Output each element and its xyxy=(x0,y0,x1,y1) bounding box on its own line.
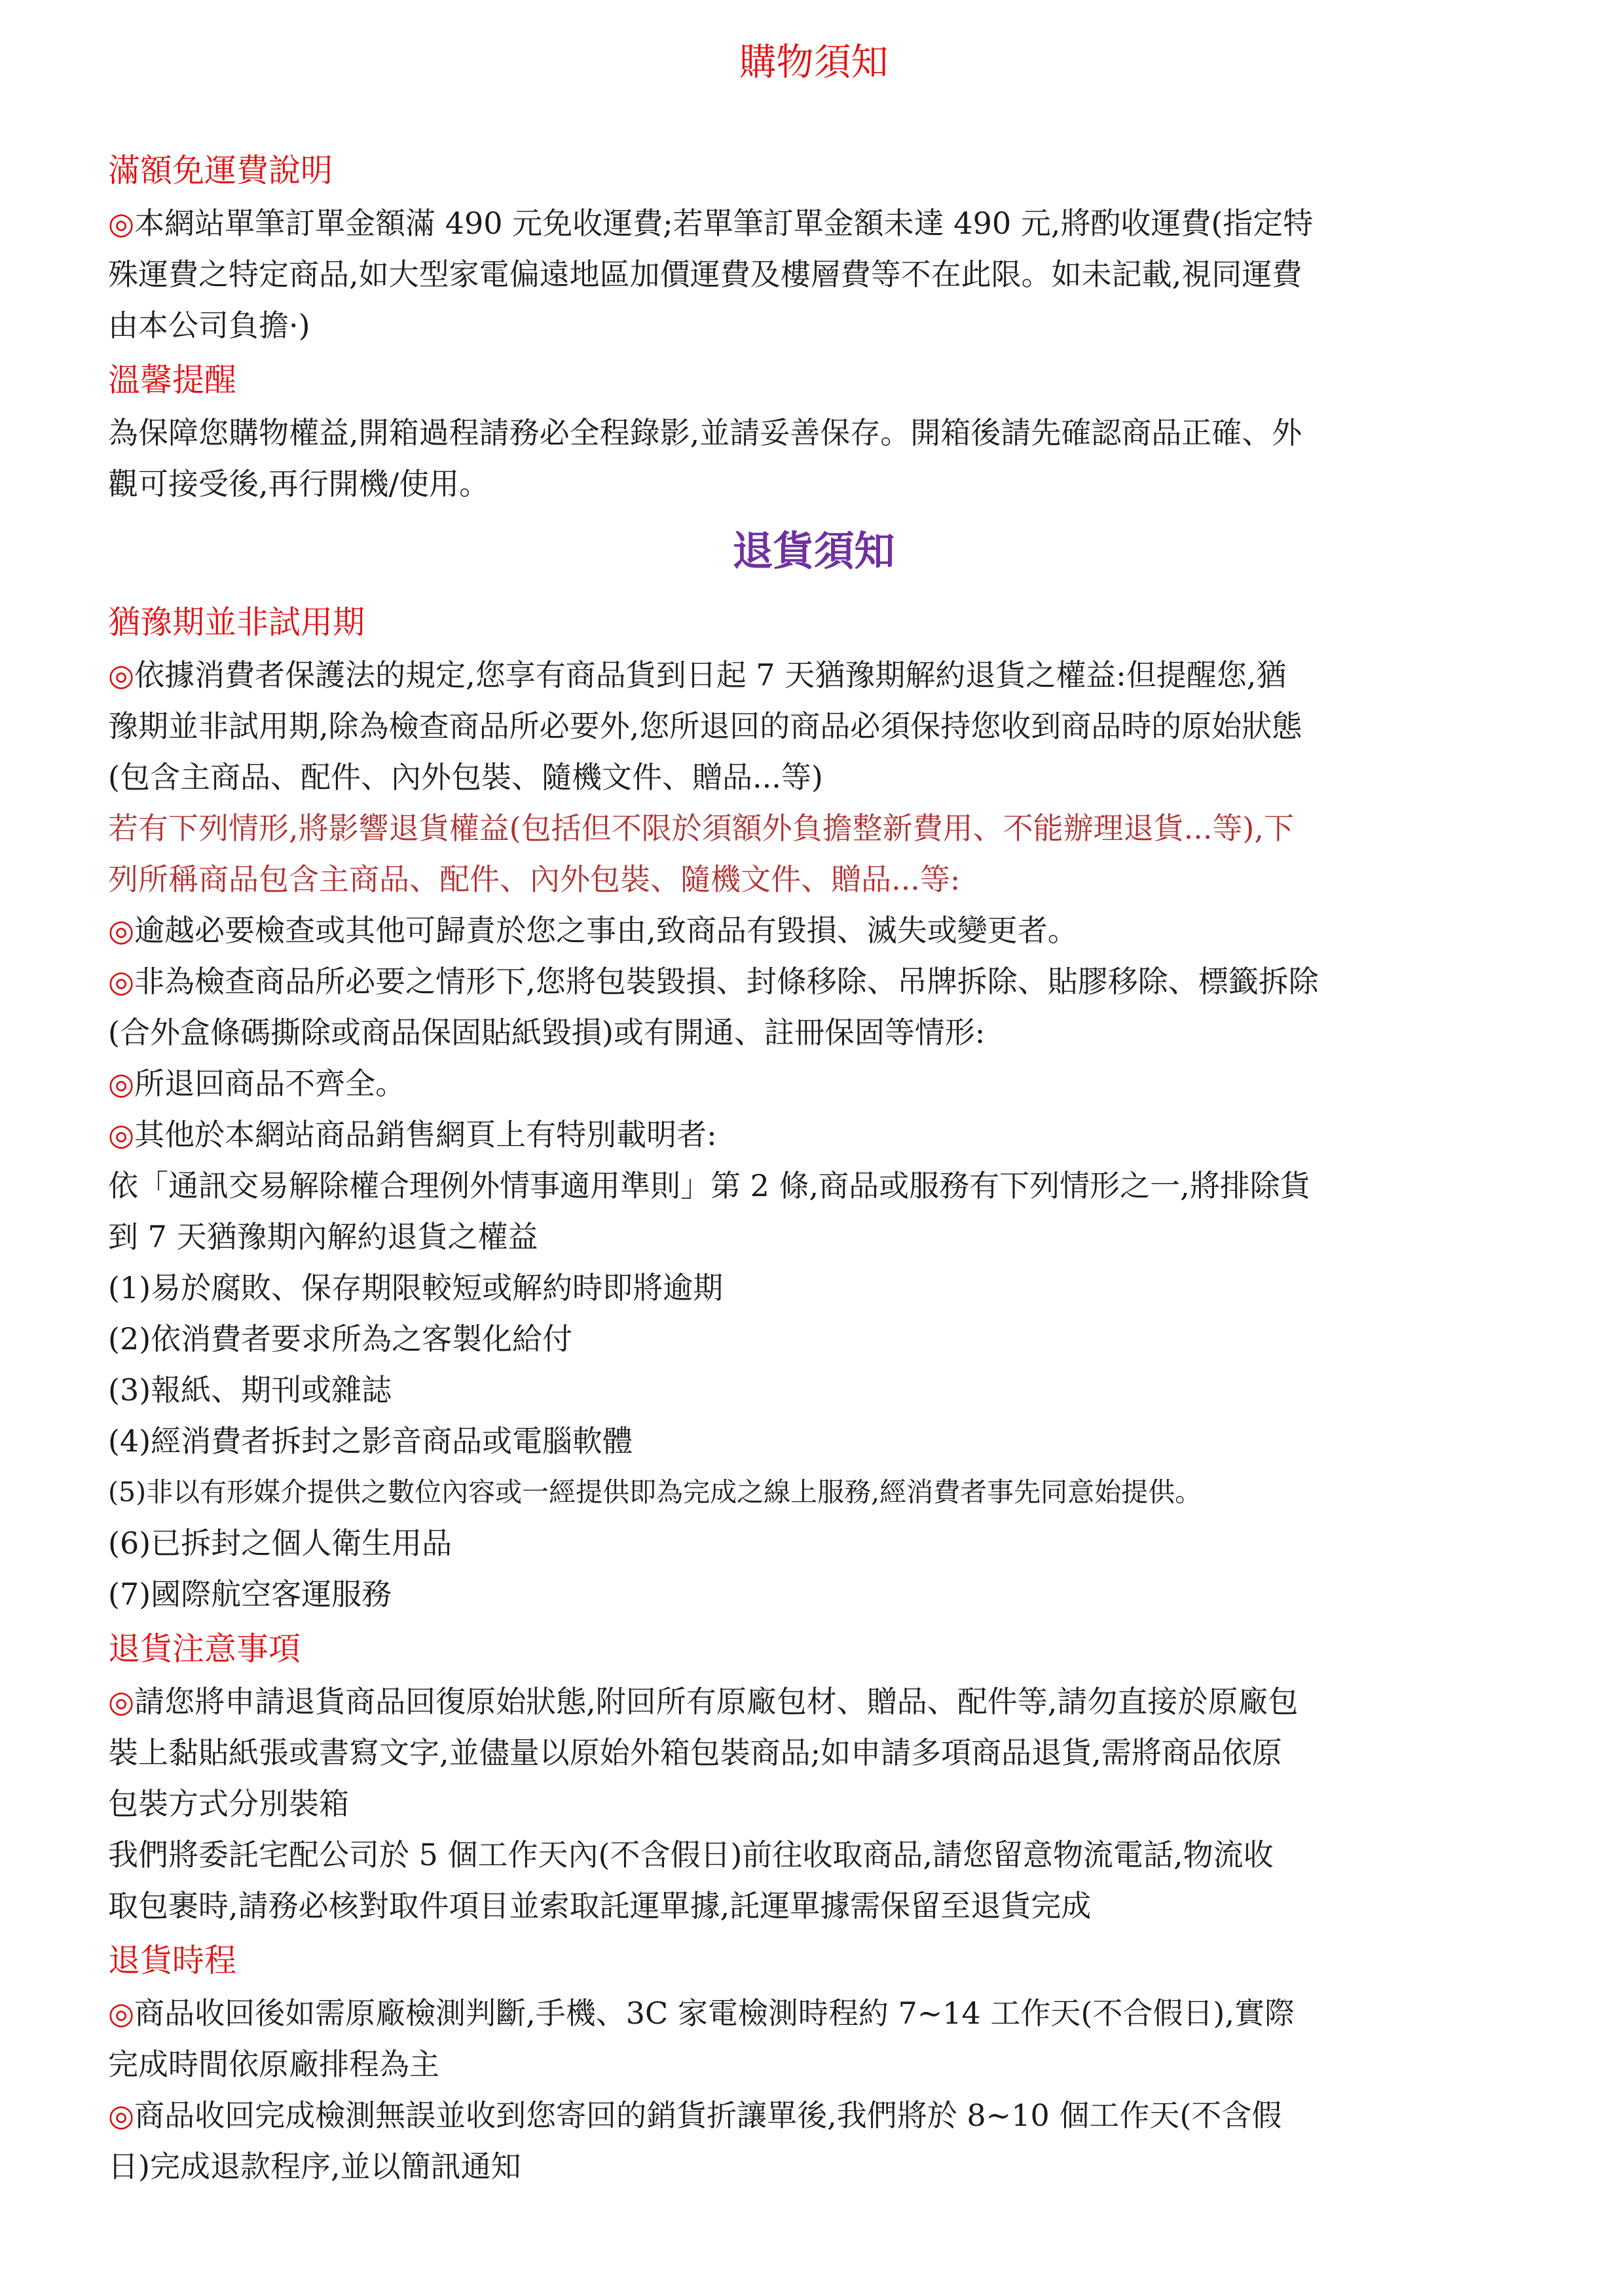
section-heading: 退貨注意事項 xyxy=(108,1630,301,1667)
bullet-circle-icon: ◎ xyxy=(108,1066,135,1101)
bullet-circle-icon: ◎ xyxy=(108,913,135,948)
line-text: 本網站單筆訂單金額滿 490 元免收運費;若單筆訂單金額未達 490 元,將酌收運費(指定特 xyxy=(134,206,1314,241)
bullet-circle-icon: ◎ xyxy=(108,964,135,999)
text-line: 依「通訊交易解除權合理例外情事適用準則」第 2 條,商品或服務有下列情形之一,將排除貨 xyxy=(108,1168,1310,1203)
text-line xyxy=(108,198,1519,249)
text-line: 完成時間依原廠排程為主 xyxy=(108,2047,439,2082)
bullet-circle-icon: ◎ xyxy=(108,1684,135,1719)
text-line: (合外盒條碼撕除或商品保固貼紙毀損)或有開通、註冊保固等情形: xyxy=(108,1015,986,1050)
text-line xyxy=(108,956,1519,1007)
line-text: 商品收回後如需原廠檢測判斷,手機、3C 家電檢測時程約 7~14 工作天(不合假日),實際 xyxy=(134,1995,1295,2031)
text-line: 取包裹時,請務必核對取件項目並索取託運單據,託運單據需保留至退貨完成 xyxy=(108,1888,1092,1923)
text-line: (2)依消費者要求所為之客製化給付 xyxy=(108,1321,573,1357)
text-line: 到 7 天猶豫期內解約退貨之權益 xyxy=(108,1219,538,1254)
text-line xyxy=(108,2090,1519,2141)
text-line: 觀可接受後,再行開機/使用。 xyxy=(108,466,490,501)
line-text: 其他於本網站商品銷售網頁上有特別載明者: xyxy=(134,1117,717,1152)
text-line xyxy=(108,1109,1519,1160)
page-title-shopping-notice: 購物須知 xyxy=(739,41,889,84)
text-line: 殊運費之特定商品,如大型家電偏遠地區加價運費及樓層費等不在此限。如未記載,視同運費 xyxy=(108,257,1302,292)
text-line: 日)完成退款程序,並以簡訊通知 xyxy=(108,2149,521,2184)
section-heading: 滿額免運費說明 xyxy=(108,152,333,189)
text-line: (6)已拆封之個人衛生用品 xyxy=(108,1525,452,1561)
text-line: (4)經消費者拆封之影音商品或電腦軟體 xyxy=(108,1423,633,1459)
line-text: 商品收回完成檢測無誤並收到您寄回的銷貨折讓單後,我們將於 8~10 個工作天(不含假 xyxy=(134,2098,1282,2133)
text-line xyxy=(108,649,1519,701)
line-text: 所退回商品不齊全。 xyxy=(134,1066,406,1101)
text-line: 由本公司負擔·) xyxy=(108,308,310,343)
text-line: (7)國際航空客運服務 xyxy=(108,1576,392,1612)
line-text: 請您將申請退貨商品回復原始狀態,附回所有原廠包材、贈品、配件等,請勿直接於原廠包 xyxy=(134,1684,1299,1719)
bullet-circle-icon: ◎ xyxy=(108,657,135,693)
text-line: 若有下列情形,將影響退貨權益(包括但不限於須額外負擔整新費用、不能辦理退貨...等),下 xyxy=(108,811,1295,846)
text-line xyxy=(108,1988,1519,2039)
line-text: 依據消費者保護法的規定,您享有商品貨到日起 7 天猶豫期解約退貨之權益:但提醒您,猶 xyxy=(134,657,1287,693)
section-heading: 退貨時程 xyxy=(108,1942,237,1979)
section-heading: 猶豫期並非試用期 xyxy=(108,604,365,641)
section-heading: 溫馨提醒 xyxy=(108,361,237,399)
text-line: (包含主商品、配件、內外包裝、隨機文件、贈品...等) xyxy=(108,759,823,795)
page-title-return-notice: 退貨須知 xyxy=(732,527,895,575)
document-content xyxy=(108,39,1519,2192)
text-line: (5)非以有形媒介提供之數位內容或一經提供即為完成之線上服務,經消費者事先同意始提供。 xyxy=(108,1476,1202,1508)
text-line: 豫期並非試用期,除為檢查商品所必要外,您所退回的商品必須保持您收到商品時的原始狀態 xyxy=(108,708,1302,744)
text-line: 列所稱商品包含主商品、配件、內外包裝、隨機文件、贈品...等: xyxy=(108,862,961,897)
text-line: 包裝方式分別裝箱 xyxy=(108,1786,349,1821)
bullet-circle-icon: ◎ xyxy=(108,2098,135,2133)
bullet-circle-icon: ◎ xyxy=(108,1995,135,2031)
text-line: 為保障您購物權益,開箱過程請務必全程錄影,並請妥善保存。開箱後請先確認商品正確、外 xyxy=(108,415,1302,450)
text-line: (1)易於腐敗、保存期限較短或解約時即將逾期 xyxy=(108,1270,724,1305)
text-line xyxy=(108,905,1519,956)
text-line xyxy=(108,1058,1519,1109)
line-text: 非為檢查商品所必要之情形下,您將包裝毀損、封條移除、吊牌拆除、貼膠移除、標籤拆除 xyxy=(134,964,1319,999)
bullet-circle-icon: ◎ xyxy=(108,206,135,241)
text-line: 我們將委託宅配公司於 5 個工作天內(不含假日)前往收取商品,請您留意物流電話,物流收 xyxy=(108,1837,1274,1872)
text-line: 裝上黏貼紙張或書寫文字,並儘量以原始外箱包裝商品;如申請多項商品退貨,需將商品依原 xyxy=(108,1735,1282,1770)
text-line: (3)報紙、期刊或雜誌 xyxy=(108,1372,392,1408)
line-text: 逾越必要檢查或其他可歸責於您之事由,致商品有毀損、滅失或變更者。 xyxy=(134,913,1078,948)
bullet-circle-icon: ◎ xyxy=(108,1117,135,1152)
text-line xyxy=(108,1676,1519,1727)
